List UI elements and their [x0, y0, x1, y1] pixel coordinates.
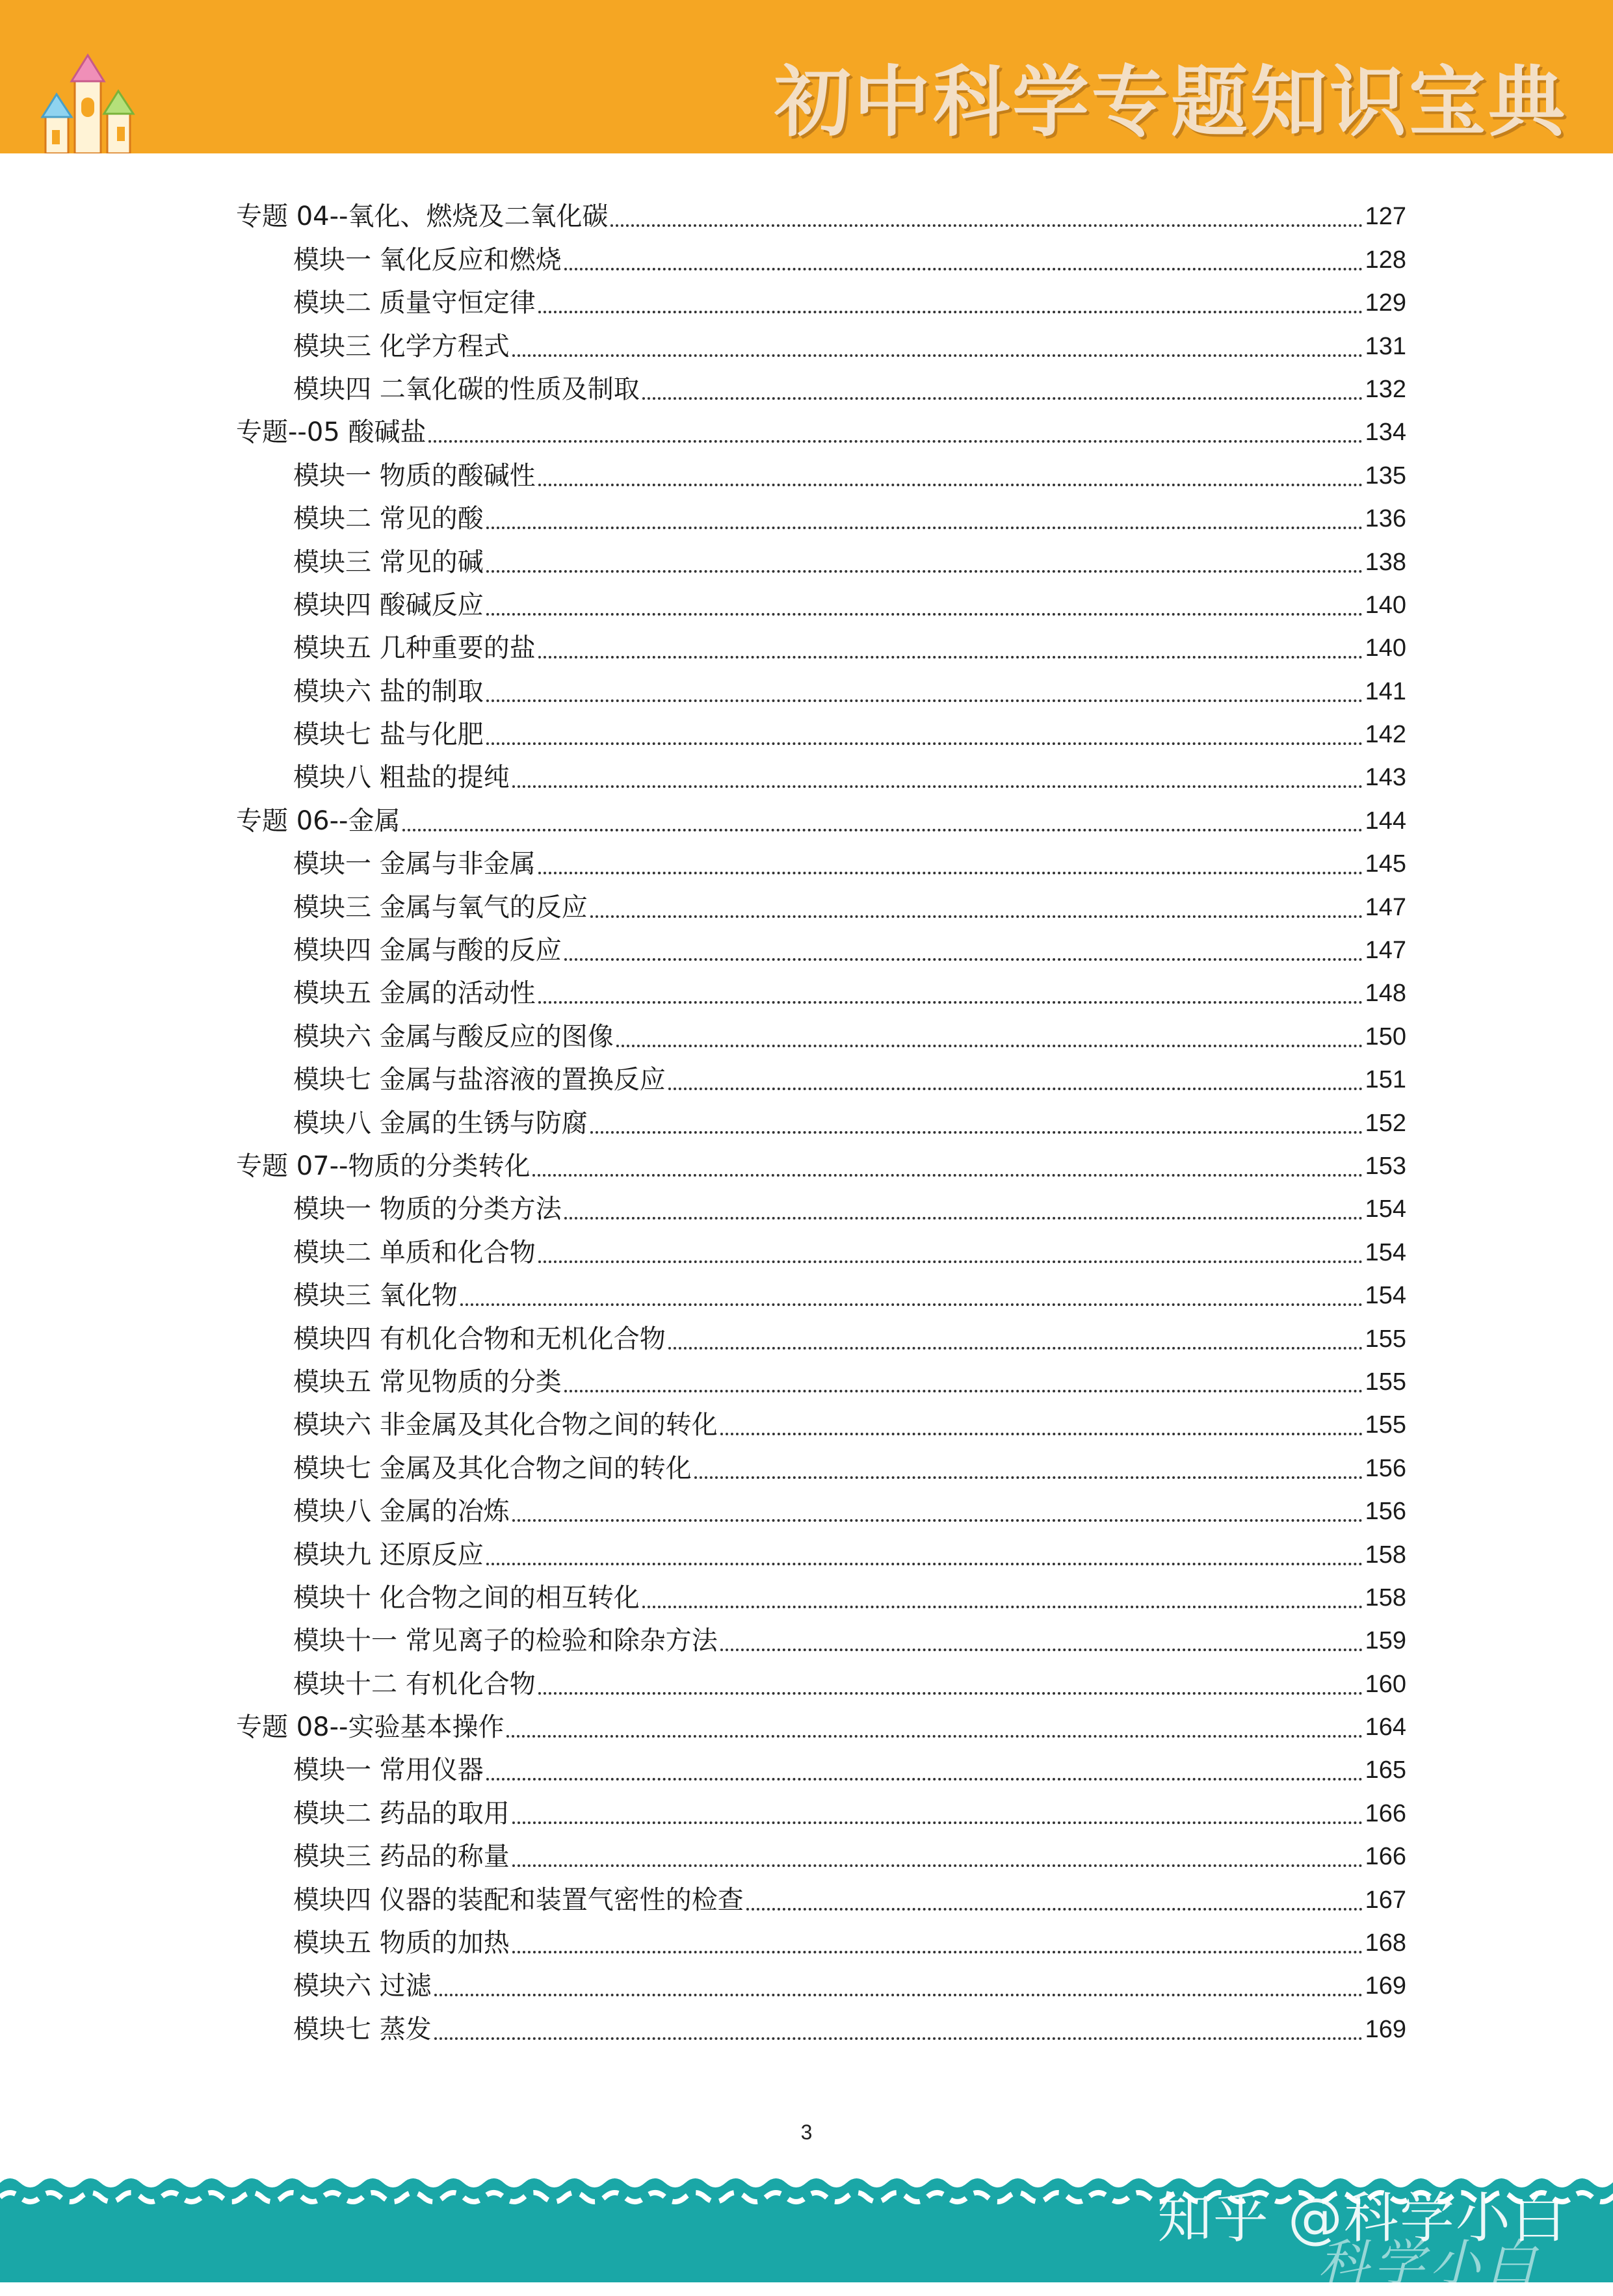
dot-leader — [642, 1606, 1363, 1608]
toc-module-entry[interactable] — [236, 324, 1406, 367]
castle-icon — [36, 52, 153, 153]
entry-page-number: 156 — [1365, 1498, 1406, 1526]
entry-page-number: 129 — [1365, 289, 1406, 317]
entry-title: 模块二 常见的酸 — [293, 504, 484, 534]
toc-module-entry[interactable] — [236, 1015, 1406, 1058]
entry-title: 模块一 氧化反应和燃烧 — [293, 244, 562, 275]
entry-page-number: 155 — [1365, 1325, 1406, 1353]
dot-leader — [486, 742, 1363, 745]
dot-leader — [564, 268, 1363, 270]
dot-leader — [512, 354, 1363, 357]
entry-title: 模块四 有机化合物和无机化合物 — [293, 1324, 666, 1354]
entry-title: 专题 07--物质的分类转化 — [236, 1151, 531, 1181]
entry-title: 模块二 质量守恒定律 — [293, 288, 536, 319]
entry-page-number: 141 — [1365, 677, 1406, 705]
toc-module-entry[interactable] — [236, 1922, 1406, 1964]
dot-leader — [428, 440, 1362, 443]
entry-page-number: 151 — [1365, 1066, 1406, 1094]
entry-title: 模块六 非金属及其化合物之间的转化 — [293, 1410, 718, 1441]
toc-module-entry[interactable] — [236, 1446, 1406, 1489]
dot-leader — [538, 1260, 1363, 1263]
dot-leader — [486, 527, 1363, 529]
dot-leader — [512, 1951, 1363, 1953]
entry-page-number: 158 — [1365, 1584, 1406, 1611]
entry-title: 模块十二 有机化合物 — [293, 1669, 536, 1699]
toc-section-entry[interactable] — [236, 799, 1406, 842]
dot-leader — [720, 1433, 1363, 1435]
dot-leader — [434, 1994, 1363, 1996]
toc-module-entry[interactable] — [236, 627, 1406, 670]
toc-module-entry[interactable] — [236, 842, 1406, 885]
toc-module-entry[interactable] — [236, 238, 1406, 281]
entry-page-number: 131 — [1365, 332, 1406, 360]
entry-title: 专题 08--实验基本操作 — [236, 1712, 505, 1743]
toc-module-entry[interactable] — [236, 713, 1406, 756]
zhihu-watermark: 知乎 @科学小白 — [1157, 2186, 1567, 2250]
entry-page-number: 159 — [1365, 1627, 1406, 1655]
entry-page-number: 147 — [1365, 893, 1406, 921]
entry-page-number: 155 — [1365, 1411, 1406, 1439]
toc-module-entry[interactable] — [236, 1749, 1406, 1792]
entry-title: 模块七 蒸发 — [293, 2014, 432, 2044]
entry-title: 模块三 药品的称量 — [293, 1842, 510, 1872]
dot-leader — [564, 958, 1363, 961]
entry-page-number: 134 — [1365, 419, 1406, 447]
entry-title: 模块四 酸碱反应 — [293, 590, 484, 620]
entry-page-number: 167 — [1365, 1886, 1406, 1914]
dot-leader — [590, 1131, 1363, 1134]
dot-leader — [694, 1476, 1363, 1479]
entry-title: 模块三 氧化物 — [293, 1281, 458, 1311]
entry-page-number: 155 — [1365, 1368, 1406, 1396]
entry-title: 专题 06--金属 — [236, 805, 400, 836]
dot-leader — [720, 1649, 1363, 1651]
entry-title: 模块四 金属与酸的反应 — [293, 935, 562, 966]
dot-leader — [460, 1303, 1363, 1306]
entry-title: 模块四 二氧化碳的性质及制取 — [293, 374, 640, 404]
toc-module-entry[interactable] — [236, 1835, 1406, 1878]
entry-title: 模块二 单质和化合物 — [293, 1237, 536, 1268]
entry-title: 模块一 物质的分类方法 — [293, 1194, 562, 1225]
dot-leader — [532, 1174, 1362, 1177]
toc-module-entry[interactable] — [236, 1101, 1406, 1144]
toc-module-entry[interactable] — [236, 670, 1406, 712]
dot-leader — [512, 1864, 1363, 1867]
toc-module-entry[interactable] — [236, 368, 1406, 411]
entry-title: 模块七 金属与盐溶液的置换反应 — [293, 1065, 666, 1095]
toc-module-entry[interactable] — [236, 497, 1406, 540]
dot-leader — [512, 1821, 1363, 1824]
entry-title: 模块六 金属与酸反应的图像 — [293, 1021, 614, 1052]
entry-page-number: 136 — [1365, 505, 1406, 533]
entry-page-number: 127 — [1365, 203, 1406, 231]
toc-module-entry[interactable] — [236, 972, 1406, 1015]
entry-title: 专题--05 酸碱盐 — [236, 417, 426, 448]
dot-leader — [538, 656, 1363, 659]
entry-title: 模块一 常用仪器 — [293, 1755, 484, 1786]
entry-page-number: 169 — [1365, 1972, 1406, 2000]
entry-page-number: 142 — [1365, 721, 1406, 749]
entry-page-number: 160 — [1365, 1670, 1406, 1698]
entry-page-number: 169 — [1365, 2015, 1406, 2043]
dot-leader — [564, 1390, 1363, 1392]
toc-module-entry[interactable] — [236, 1231, 1406, 1273]
dot-leader — [746, 1908, 1363, 1911]
dot-leader — [538, 1001, 1363, 1004]
toc-section-entry[interactable] — [236, 411, 1406, 454]
entry-title: 专题 04--氧化、燃烧及二氧化碳 — [236, 202, 609, 232]
toc-module-entry[interactable] — [236, 1533, 1406, 1576]
entry-page-number: 148 — [1365, 980, 1406, 1008]
entry-page-number: 154 — [1365, 1238, 1406, 1266]
toc-module-entry[interactable] — [236, 540, 1406, 583]
dot-leader — [434, 2037, 1363, 2040]
entry-title: 模块十 化合物之间的相互转化 — [293, 1582, 640, 1613]
entry-page-number: 166 — [1365, 1799, 1406, 1827]
table-of-contents — [236, 195, 1406, 2051]
entry-title: 模块八 粗盐的提纯 — [293, 763, 510, 793]
toc-module-entry[interactable] — [236, 885, 1406, 928]
dot-leader — [668, 1088, 1363, 1090]
toc-section-entry[interactable] — [236, 1706, 1406, 1749]
entry-page-number: 132 — [1365, 375, 1406, 403]
toc-module-entry[interactable] — [236, 281, 1406, 324]
toc-module-entry[interactable] — [236, 1662, 1406, 1705]
entry-page-number: 128 — [1365, 246, 1406, 274]
entry-title: 模块六 过滤 — [293, 1971, 432, 2002]
dot-leader — [610, 224, 1362, 227]
entry-title: 模块七 金属及其化合物之间的转化 — [293, 1453, 692, 1483]
dot-leader — [590, 915, 1363, 918]
dot-leader — [642, 397, 1363, 400]
entry-page-number: 143 — [1365, 764, 1406, 792]
entry-page-number: 147 — [1365, 937, 1406, 965]
header-banner — [0, 0, 1613, 153]
entry-title: 模块八 金属的冶炼 — [293, 1496, 510, 1527]
toc-module-entry[interactable] — [236, 1576, 1406, 1619]
toc-module-entry[interactable] — [236, 1403, 1406, 1446]
toc-module-entry[interactable] — [236, 1619, 1406, 1662]
entry-page-number: 156 — [1365, 1454, 1406, 1482]
toc-module-entry[interactable] — [236, 1792, 1406, 1834]
toc-module-entry[interactable] — [236, 1964, 1406, 2007]
entry-title: 模块五 几种重要的盐 — [293, 633, 536, 664]
entry-title: 模块五 常见物质的分类 — [293, 1366, 562, 1397]
toc-section-entry[interactable] — [236, 195, 1406, 238]
toc-module-entry[interactable] — [236, 1361, 1406, 1403]
entry-page-number: 152 — [1365, 1109, 1406, 1137]
entry-title: 模块七 盐与化肥 — [293, 720, 484, 750]
entry-page-number: 144 — [1365, 807, 1406, 835]
entry-title: 模块三 常见的碱 — [293, 547, 484, 577]
dot-leader — [486, 613, 1363, 616]
toc-module-entry[interactable] — [236, 1490, 1406, 1533]
entry-title: 模块八 金属的生锈与防腐 — [293, 1108, 588, 1138]
toc-module-entry[interactable] — [236, 1188, 1406, 1231]
entry-page-number: 166 — [1365, 1843, 1406, 1871]
dot-leader — [538, 311, 1363, 313]
entry-title: 模块一 金属与非金属 — [293, 849, 536, 880]
entry-page-number: 168 — [1365, 1929, 1406, 1957]
toc-module-entry[interactable] — [236, 756, 1406, 799]
dot-leader — [486, 570, 1363, 573]
entry-title: 模块二 药品的取用 — [293, 1798, 510, 1829]
dot-leader — [538, 872, 1363, 874]
toc-module-entry[interactable] — [236, 1317, 1406, 1360]
entry-page-number: 140 — [1365, 634, 1406, 662]
entry-title: 模块五 金属的活动性 — [293, 978, 536, 1009]
entry-page-number: 140 — [1365, 591, 1406, 619]
toc-module-entry[interactable] — [236, 1274, 1406, 1317]
dot-leader — [486, 1563, 1363, 1565]
entry-page-number: 154 — [1365, 1195, 1406, 1223]
toc-module-entry[interactable] — [236, 1878, 1406, 1921]
dot-leader — [616, 1045, 1363, 1047]
page-number: 3 — [800, 2120, 813, 2144]
entry-title: 模块一 物质的酸碱性 — [293, 460, 536, 491]
dot-leader — [506, 1735, 1362, 1738]
toc-module-entry[interactable] — [236, 454, 1406, 497]
entry-page-number: 164 — [1365, 1714, 1406, 1742]
dot-leader — [668, 1347, 1363, 1350]
toc-section-entry[interactable] — [236, 1145, 1406, 1188]
toc-module-entry[interactable] — [236, 584, 1406, 627]
dot-leader — [486, 1778, 1363, 1781]
entry-page-number: 153 — [1365, 1152, 1406, 1180]
entry-title: 模块十一 常见离子的检验和除杂方法 — [293, 1626, 718, 1656]
toc-module-entry[interactable] — [236, 2007, 1406, 2050]
entry-title: 模块三 金属与氧气的反应 — [293, 892, 588, 922]
entry-title: 模块三 化学方程式 — [293, 331, 510, 361]
dot-leader — [538, 1692, 1363, 1695]
watermark-script: 科学小白 — [1317, 2235, 1541, 2293]
entry-page-number: 135 — [1365, 462, 1406, 489]
entry-page-number: 150 — [1365, 1023, 1406, 1050]
dot-leader — [486, 699, 1363, 702]
dot-leader — [512, 1519, 1363, 1522]
entry-page-number: 154 — [1365, 1282, 1406, 1310]
entry-page-number: 158 — [1365, 1541, 1406, 1569]
toc-module-entry[interactable] — [236, 1058, 1406, 1101]
entry-page-number: 138 — [1365, 548, 1406, 576]
entry-title: 模块五 物质的加热 — [293, 1928, 510, 1959]
dot-leader — [512, 785, 1363, 788]
entry-title: 模块九 还原反应 — [293, 1539, 484, 1570]
entry-title: 模块四 仪器的装配和装置气密性的检查 — [293, 1885, 744, 1915]
book-title: 初中科学专题知识宝典 — [774, 57, 1567, 147]
toc-module-entry[interactable] — [236, 929, 1406, 972]
entry-page-number: 165 — [1365, 1756, 1406, 1784]
dot-leader — [564, 1217, 1363, 1220]
dot-leader — [538, 484, 1363, 486]
entry-title: 模块六 盐的制取 — [293, 676, 484, 707]
entry-page-number: 145 — [1365, 850, 1406, 878]
dot-leader — [402, 829, 1362, 831]
